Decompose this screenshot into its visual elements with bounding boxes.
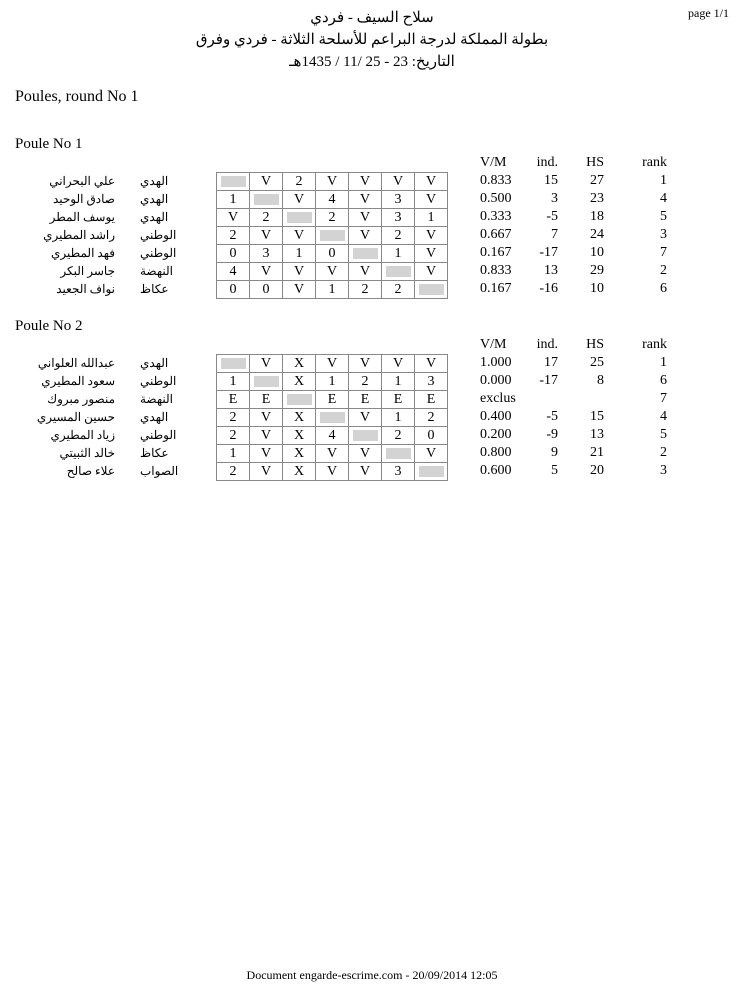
stat-rank: 1 (660, 355, 667, 370)
stat-hs: 8 (597, 373, 604, 388)
stat-ind: 3 (551, 191, 558, 206)
bout-score: V (349, 227, 382, 245)
self-cell-fill (419, 284, 444, 295)
stat-hs: 25 (590, 355, 604, 370)
bout-score: 1 (382, 373, 415, 391)
table-row (217, 209, 448, 227)
table-row (217, 191, 448, 209)
fencer-club: الوطني (140, 428, 177, 442)
bout-score: 0 (415, 427, 448, 445)
bout-score: 3 (382, 209, 415, 227)
fencer-club: الهدي (140, 210, 169, 224)
fencer-name: فهد المطيري (51, 246, 115, 260)
bout-score: X (283, 463, 316, 481)
self-cell (382, 263, 415, 281)
self-cell-fill (386, 448, 411, 459)
stat-vm: 1.000 (480, 355, 512, 370)
fencer-club: الهدي (140, 174, 169, 188)
bout-score: 2 (217, 427, 250, 445)
stat-ind: 5 (551, 463, 558, 478)
stat-hs: 10 (590, 245, 604, 260)
bout-score: X (283, 445, 316, 463)
bout-score: V (316, 463, 349, 481)
bout-score: 1 (316, 281, 349, 299)
fencer-club: الوطني (140, 246, 177, 260)
fencer-name: سعود المطيري (41, 374, 115, 388)
championship-title: بطولة المملكة لدرجة البراعم للأسلحة الثلاثة - فردي وفرق (195, 32, 549, 48)
bout-score: V (349, 191, 382, 209)
fencer-name: عبدالله العلواني (37, 356, 115, 370)
bout-score: 0 (217, 281, 250, 299)
self-cell (415, 281, 448, 299)
stat-ind: 7 (551, 227, 558, 242)
bout-score: 4 (217, 263, 250, 281)
fencer-club: الهدي (140, 410, 169, 424)
bout-score: V (316, 263, 349, 281)
fencer-name: منصور مبروك (47, 392, 115, 406)
stat-rank: 1 (660, 173, 667, 188)
stat-vm: 0.200 (480, 427, 512, 442)
stat-hs: 23 (590, 191, 604, 206)
stat-ind: -5 (546, 409, 558, 424)
fencer-name: نواف الجعيد (56, 282, 115, 296)
stat-vm: 0.400 (480, 409, 512, 424)
poule-title: Poule No 2 (15, 318, 83, 334)
bout-score: 2 (349, 373, 382, 391)
stat-ind: -17 (539, 373, 558, 388)
bout-score: V (316, 173, 349, 191)
stat-rank: 6 (660, 373, 667, 388)
self-cell (283, 209, 316, 227)
stat-ind: -17 (539, 245, 558, 260)
fencer-name: حسين المسيري (36, 410, 115, 424)
stat-vm: 0.600 (480, 463, 512, 478)
stat-rank: 5 (660, 427, 667, 442)
self-cell (382, 445, 415, 463)
bout-score: V (283, 263, 316, 281)
bout-score: 1 (382, 409, 415, 427)
bout-score: E (415, 391, 448, 409)
stat-ind: 17 (544, 355, 558, 370)
bout-score: V (283, 281, 316, 299)
bout-score: 3 (382, 463, 415, 481)
fencer-name: صادق الوحيد (52, 192, 115, 206)
bout-score: V (349, 409, 382, 427)
stat-vm: 0.667 (480, 227, 512, 242)
stat-hs: 13 (590, 427, 604, 442)
fencer-name: خالد الثبيتي (59, 446, 115, 460)
bout-score: 1 (217, 445, 250, 463)
table-row (217, 463, 448, 481)
self-cell (250, 191, 283, 209)
bout-score: V (250, 463, 283, 481)
column-header-hs: HS (586, 155, 604, 170)
stat-ind: -5 (546, 209, 558, 224)
bout-score: E (349, 391, 382, 409)
column-header-vm: V/M (480, 155, 507, 170)
stat-hs: 18 (590, 209, 604, 224)
bout-score: V (250, 227, 283, 245)
bout-score: 0 (316, 245, 349, 263)
self-cell (349, 245, 382, 263)
self-cell (250, 373, 283, 391)
bout-score: V (415, 191, 448, 209)
table-row (217, 427, 448, 445)
bout-score: 2 (382, 427, 415, 445)
date-line: التاريخ: 23 - 25 /11 / 1435هـ (289, 54, 455, 70)
stat-hs: 27 (590, 173, 604, 188)
fencer-name: جاسر البكر (60, 264, 115, 278)
self-cell-fill (254, 376, 279, 387)
stat-vm: exclus (480, 391, 516, 406)
table-row (217, 373, 448, 391)
self-cell-fill (353, 430, 378, 441)
bout-score: 4 (316, 427, 349, 445)
column-header-ind: ind. (536, 155, 558, 170)
bout-score: 1 (382, 245, 415, 263)
self-cell-fill (419, 466, 444, 477)
stat-vm: 0.800 (480, 445, 512, 460)
stat-rank: 5 (660, 209, 667, 224)
fencer-club: النهضة (140, 264, 173, 278)
bout-score: V (415, 445, 448, 463)
self-cell-fill (320, 412, 345, 423)
bout-score: X (283, 373, 316, 391)
stat-hs: 20 (590, 463, 604, 478)
bout-score: 1 (217, 373, 250, 391)
bout-score: V (382, 173, 415, 191)
stat-rank: 7 (660, 245, 667, 260)
self-cell-fill (254, 194, 279, 205)
column-header-vm: V/M (480, 337, 507, 352)
table-row (217, 281, 448, 299)
bout-score: V (415, 263, 448, 281)
bout-score: 1 (283, 245, 316, 263)
self-cell (316, 409, 349, 427)
bout-score: 2 (250, 209, 283, 227)
bout-score: 1 (415, 209, 448, 227)
stat-vm: 0.500 (480, 191, 512, 206)
fencer-club: الهدي (140, 356, 169, 370)
stat-vm: 0.333 (480, 209, 512, 224)
bout-score: E (382, 391, 415, 409)
self-cell (349, 427, 382, 445)
poule-grid (216, 354, 448, 481)
bout-score: 2 (316, 209, 349, 227)
stat-rank: 6 (660, 281, 667, 296)
table-row (217, 355, 448, 373)
stat-rank: 7 (660, 391, 667, 406)
bout-score: V (250, 263, 283, 281)
bout-score: V (250, 355, 283, 373)
fencer-name: زياد المطيري (50, 428, 115, 442)
weapon-title: سلاح السيف - فردي (310, 10, 434, 26)
stat-vm: 0.167 (480, 281, 512, 296)
round-title: Poules, round No 1 (15, 88, 139, 105)
bout-score: 2 (349, 281, 382, 299)
bout-score: 0 (250, 281, 283, 299)
poule-title: Poule No 1 (15, 136, 83, 152)
bout-score: V (250, 173, 283, 191)
poule-grid (216, 172, 448, 299)
bout-score: V (250, 445, 283, 463)
fencer-club: عكاظ (140, 282, 169, 296)
fencer-club: الصواب (140, 464, 179, 478)
bout-score: E (316, 391, 349, 409)
stat-ind: 13 (544, 263, 558, 278)
bout-score: 2 (283, 173, 316, 191)
bout-score: V (283, 227, 316, 245)
stat-hs: 21 (590, 445, 604, 460)
stat-ind: -9 (546, 427, 558, 442)
bout-score: E (217, 391, 250, 409)
table-row (217, 245, 448, 263)
bout-score: 0 (217, 245, 250, 263)
fencer-club: الوطني (140, 228, 177, 242)
stat-hs: 24 (590, 227, 604, 242)
stat-rank: 4 (660, 409, 667, 424)
page-number: page 1/1 (688, 6, 729, 20)
stat-rank: 3 (660, 227, 667, 242)
bout-score: V (415, 245, 448, 263)
column-header-hs: HS (586, 337, 604, 352)
stat-ind: 9 (551, 445, 558, 460)
bout-score: V (316, 445, 349, 463)
self-cell (283, 391, 316, 409)
self-cell-fill (287, 394, 312, 405)
fencer-name: علي البحراني (49, 174, 115, 188)
stat-vm: 0.833 (480, 263, 512, 278)
bout-score: V (217, 209, 250, 227)
bout-score: V (382, 355, 415, 373)
bout-score: V (316, 355, 349, 373)
bout-score: V (349, 263, 382, 281)
bout-score: 4 (316, 191, 349, 209)
bout-score: 3 (415, 373, 448, 391)
bout-score: V (415, 227, 448, 245)
stat-rank: 2 (660, 445, 667, 460)
bout-score: 2 (217, 227, 250, 245)
bout-score: V (349, 463, 382, 481)
bout-score: V (415, 173, 448, 191)
bout-score: 2 (382, 227, 415, 245)
self-cell-fill (287, 212, 312, 223)
stat-hs: 29 (590, 263, 604, 278)
table-row (217, 445, 448, 463)
stat-vm: 0.833 (480, 173, 512, 188)
bout-score: X (283, 355, 316, 373)
bout-score: V (250, 409, 283, 427)
stat-vm: 0.000 (480, 373, 512, 388)
column-header-rank: rank (642, 337, 667, 352)
self-cell-fill (221, 176, 246, 187)
stat-hs: 10 (590, 281, 604, 296)
self-cell-fill (353, 248, 378, 259)
self-cell-fill (221, 358, 246, 369)
bout-score: V (250, 427, 283, 445)
bout-score: 1 (316, 373, 349, 391)
self-cell-fill (386, 266, 411, 277)
stat-rank: 2 (660, 263, 667, 278)
bout-score: E (250, 391, 283, 409)
bout-score: V (349, 173, 382, 191)
bout-score: 2 (217, 409, 250, 427)
column-header-ind: ind. (536, 337, 558, 352)
fencer-name: علاء صالح (66, 464, 115, 478)
column-header-rank: rank (642, 155, 667, 170)
fencer-name: يوسف المطر (49, 210, 115, 224)
bout-score: 2 (217, 463, 250, 481)
fencer-club: الوطني (140, 374, 177, 388)
stat-rank: 4 (660, 191, 667, 206)
fencer-name: راشد المطيري (43, 228, 115, 242)
table-row (217, 263, 448, 281)
self-cell-fill (320, 230, 345, 241)
stat-hs: 15 (590, 409, 604, 424)
bout-score: V (349, 355, 382, 373)
self-cell (415, 463, 448, 481)
table-row (217, 173, 448, 191)
self-cell (217, 173, 250, 191)
bout-score: X (283, 409, 316, 427)
self-cell (316, 227, 349, 245)
fencer-club: عكاظ (140, 446, 169, 460)
stat-ind: 15 (544, 173, 558, 188)
bout-score: V (349, 445, 382, 463)
bout-score: V (283, 191, 316, 209)
bout-score: 3 (250, 245, 283, 263)
stat-ind: -16 (539, 281, 558, 296)
bout-score: X (283, 427, 316, 445)
stat-rank: 3 (660, 463, 667, 478)
fencer-club: الهدي (140, 192, 169, 206)
self-cell (217, 355, 250, 373)
bout-score: 3 (382, 191, 415, 209)
footer: Document engarde-escrime.com - 20/09/2014 12:05 (246, 968, 498, 982)
bout-score: V (415, 355, 448, 373)
bout-score: 2 (382, 281, 415, 299)
table-row (217, 409, 448, 427)
bout-score: V (349, 209, 382, 227)
table-row (217, 391, 448, 409)
table-row (217, 227, 448, 245)
stat-vm: 0.167 (480, 245, 512, 260)
bout-score: 2 (415, 409, 448, 427)
bout-score: 1 (217, 191, 250, 209)
fencer-club: النهضة (140, 392, 173, 406)
